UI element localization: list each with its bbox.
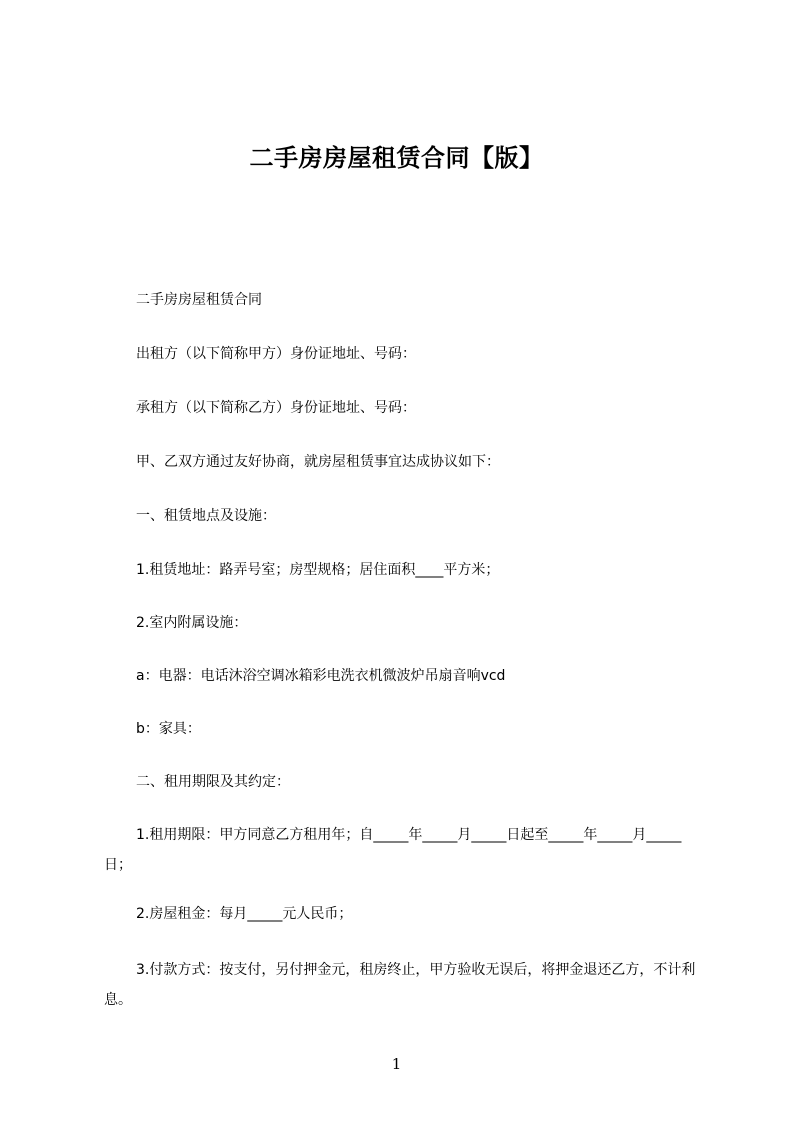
section-heading-term: 二、租用期限及其约定： [136,774,290,790]
paragraph-agreement: 甲、乙双方通过友好协商，就房屋租赁事宜达成协议如下： [136,454,500,470]
page-number: 1 [391,1055,402,1073]
section-heading-location: 一、租赁地点及设施： [136,508,276,524]
paragraph-furniture: b：家具： [136,721,201,737]
paragraph-appliances: a：电器：电话沐浴空调冰箱彩电洗衣机微波炉吊扇音响vcd [136,668,506,684]
paragraph-payment: 3.付款方式：按支付，另付押金元，租房终止，甲方验收无误后，将押金退还乙方，不计利息。 [104,962,696,1008]
paragraph-rent: 2.房屋租金：每月_____元人民币； [136,906,353,922]
paragraph-lessee: 承租方（以下简称乙方）身份证地址、号码： [136,400,416,416]
document-title: 二手房房屋租赁合同【版】 [249,144,544,172]
paragraph-lease-term: 1.租用期限：甲方同意乙方租用年；自_____年_____月_____日起至_____年_____月_____日； [104,827,682,873]
paragraph-heading: 二手房房屋租赁合同 [136,292,262,308]
paragraph-facilities: 2.室内附属设施： [136,615,248,631]
paragraph-lessor: 出租方（以下简称甲方）身份证地址、号码： [136,346,416,362]
paragraph-address: 1.租赁地址：路弄号室；房型规格；居住面积____平方米； [136,562,500,578]
